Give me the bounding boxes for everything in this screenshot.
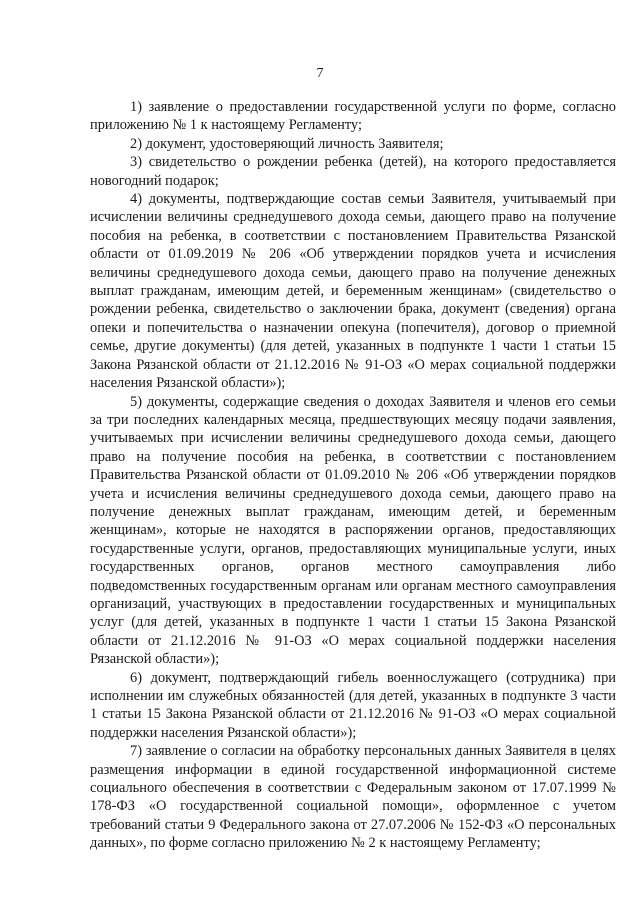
document-body [90, 98, 616, 853]
list-item-7-data-consent: 7) заявление о согласии на обработку персональных данных Заявителя в целях размещения информации в единой государственной информационной системе социального обеспечения в соответствии с Федеральным законом от 17.07.1999 № 178-ФЗ «О государственной социальной помощи», оформленное с учетом требований статьи 9 Федерального закона от 27.07.2006 № 152-ФЗ «О персональных данных», по форме согласно приложению № 2 к настоящему Регламенту; [90, 743, 616, 852]
list-item-5-income-documents: 5) документы, содержащие сведения о доходах Заявителя и членов его семьи за три последних календарных месяца, предшествующих месяцу подачи заявления, учитываемых при исчислении величины среднедушевого дохода семьи, дающего право на получение пособия на ребенка, в соответствии с постановлением Правительства Рязанской области от 01.09.2010 № 206 «Об утверждении порядков учета и исчисления величины среднедушевого дохода семьи, дающего право на получение денежных выплат гражданам, имеющим детей, и беременным женщинам», которые не находятся в распоряжении органов, предоставляющих государственные услуги, органов, предоставляющих муниципальные услуги, иных государственных органов, органов местного самоуправления либо подведомственных государственным органам или органам местного самоуправления организаций, участвующих в предоставлении государственных и муниципальных услуг (для детей, указанных в подпункте 1 части 1 статьи 15 Закона Рязанской области от 21.12.2016 № 91-ОЗ «О мерах социальной поддержки населения Рязанской области»); [90, 393, 616, 668]
page-number: 7 [316, 66, 324, 81]
list-item-3-birth-certificate: 3) свидетельство о рождении ребенка (детей), на которого предоставляется новогодний подарок; [90, 154, 616, 189]
list-item-4-family-composition: 4) документы, подтверждающие состав семьи Заявителя, учитываемый при исчислении величины среднедушевого дохода семьи, дающего право на получение пособия на ребенка, в соответствии с постановлением Правительства Рязанской области от 01.09.2019 № 206 «Об утверждении порядков учета и исчисления величины среднедушевого дохода семьи, дающего право на получение денежных выплат гражданам, имеющим детей, и беременным женщинам» (свидетельство о рождении ребенка, свидетельство о заключении брака, документ (сведения) органа опеки и попечительства о назначении опекуна (попечителя), договор о приемной семье, другие документы) (для детей, указанных в подпункте 1 части 1 статьи 15 Закона Рязанской области от 21.12.2016 № 91-ОЗ «О мерах социальной поддержки населения Рязанской области»); [90, 191, 616, 392]
list-item-6-death-confirmation: 6) документ, подтверждающий гибель военнослужащего (сотрудника) при исполнении им служебных обязанностей (для детей, указанных в подпункте 3 части 1 статьи 15 Закона Рязанской области от 21.12.2016 № 91-ОЗ «О мерах социальной поддержки населения Рязанской области»); [90, 669, 616, 741]
list-item-1-application: 1) заявление о предоставлении государственной услуги по форме, согласно приложению № 1 к настоящему Регламенту; [90, 99, 616, 134]
list-item-2-identity-document: 2) документ, удостоверяющий личность Заявителя; [130, 135, 444, 152]
